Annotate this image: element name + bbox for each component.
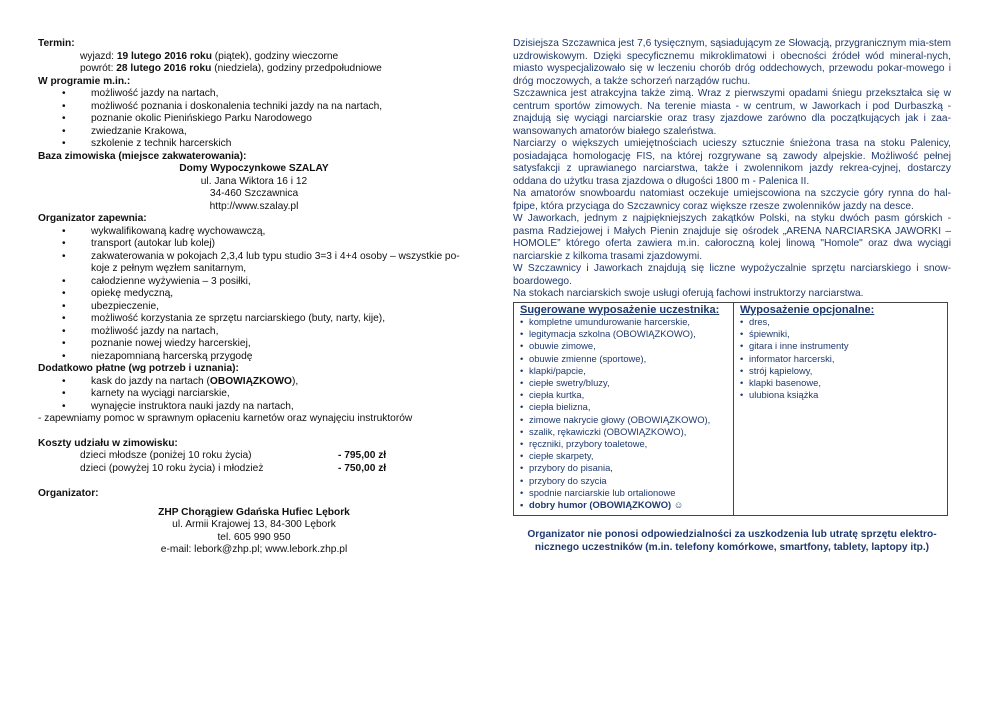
departure-label: wyjazd:: [80, 50, 117, 62]
organizer-name: ZHP Chorągiew Gdańska Hufiec Lębork: [158, 506, 350, 518]
paragraph-intro: Dzisiejsza Szczawnica jest 7,6 tysięcznym, sąsiadującym ze Słowacją, przygranicznym mia-stem uzdrowiskowym. Dzięki specyficznemu mikroklimatowi i obecności źródeł wód mineral-nych, miasto wyspecjalizowało się w leczeniu chorób dróg oddechowych, przewodu pokar-mowego i dróg moczowych, a także schorzeń narządów ruchu.: [513, 38, 951, 87]
list-item: • informator harcerski,: [740, 353, 943, 365]
list-item: • ciepłe swetry/bluzy,: [520, 377, 729, 389]
helmet-text: kask do jazdy na nartach (: [91, 375, 210, 387]
list-item: • ciepłe skarpety,: [520, 450, 729, 462]
base-website-link[interactable]: http://www.szalay.pl: [209, 200, 299, 212]
list-item: • poznanie nowej wiedzy harcerskiej,: [38, 338, 470, 351]
list-item: • ciepła bielizna,: [520, 401, 729, 413]
provides-heading: Organizator zapewnia:: [38, 213, 147, 224]
list-item: • zakwaterowania w pokojach 2,3,4 lub typu studio 3=3 i 4+4 osoby – wszystkie po-koje z pełnym węzłem sanitarnym,: [38, 251, 470, 276]
mandatory-label: OBOWIĄZKOWO: [209, 375, 292, 387]
base-street: ul. Jana Wiktora 16 i 12: [200, 175, 308, 187]
list-item: • przybory do pisania,: [520, 462, 729, 474]
list-item: • śpiewniki,: [740, 328, 943, 340]
paragraph-rentals: W Szczawnicy i Jaworkach znajdują się liczne wypożyczalnie sprzętu narciarskiego i snow-boardowego.: [513, 263, 951, 287]
paragraph-jaworki: W Jaworkach, jednym z najpiękniejszych zakątków Polski, na styku dwóch pasm górskich - pasma Radziejowej i Małych Pienin znajduje się ośrodek „ARENA NARCIARSKA JAWORKI – HOMOLE” którego oferta zawiera m.in. całoroczną kolej linową "Homole" oraz dwa wyciągi narciarskie z kilkoma trasami zjazdowymi.: [513, 213, 951, 262]
program-heading: W programie m.in.:: [38, 75, 131, 87]
list-item: • ulubiona książka: [740, 389, 943, 401]
list-item: • klapki basenowe,: [740, 377, 943, 389]
list-item: • możliwość jazdy na nartach,: [38, 88, 470, 101]
list-item: • obuwie zimowe,: [520, 340, 729, 352]
base-name: Domy Wypoczynkowe SZALAY: [179, 163, 329, 174]
list-item: • możliwość korzystania ze sprzętu narciarskiego (buty, narty, kije),: [38, 313, 470, 326]
right-column: [513, 38, 951, 554]
list-item: • poznanie okolic Pienińskiego Parku Narodowego: [38, 113, 470, 126]
termin-heading: Termin:: [38, 38, 75, 49]
equipment-table: [513, 302, 948, 517]
list-item: • całodzienne wyżywienia – 3 posiłki,: [38, 276, 470, 289]
program-list: [38, 88, 470, 151]
organizer-address: ul. Armii Krajowej 13, 84-300 Lębork: [172, 519, 336, 530]
departure-date: 19 lutego 2016 roku: [116, 50, 212, 62]
optional-equipment-cell: [734, 302, 948, 516]
list-item: • szalik, rękawiczki (OBOWIĄZKOWO),: [520, 426, 729, 438]
list-item: • dres,: [740, 316, 943, 328]
cost-row: [38, 450, 470, 463]
list-item: • szkolenie z technik harcerskich: [38, 138, 470, 151]
list-item: • ciepła kurtka,: [520, 389, 729, 401]
optional-equipment-list: [740, 316, 943, 401]
cost-amount: - 795,00 zł: [338, 450, 387, 461]
paragraph-winter: Szczawnica jest atrakcyjna także zimą. Wraz z pierwszymi opadami śniegu przekształca się w centrum sportów zimowych. Na terenie miasta - w centrum, w Jaworkach i pod Durbaszką - znajdują się wyciągi narciarskie oraz trasy zjazdowe zarówno dla początkujących jak i zaa-wansowanych amatorów białego szaleństwa.: [513, 88, 951, 137]
return-time: (niedziela), godziny przedpołudniowe: [211, 63, 382, 74]
list-item: • ręczniki, przybory toaletowe,: [520, 438, 729, 450]
list-item: • karnety na wyciągi narciarskie,: [38, 388, 470, 401]
departure-line: [38, 51, 470, 64]
list-item: • niezapomnianą harcerską przygodę: [38, 351, 470, 364]
extra-list: [38, 376, 470, 414]
list-item: • możliwość poznania i doskonalenia techniki jazdy na na nartach,: [38, 101, 470, 114]
optional-equipment-heading: Wyposażenie opcjonalne:: [740, 303, 875, 316]
list-item: • gitara i inne instrumenty: [740, 340, 943, 352]
list-item: • kompletne umundurowanie harcerskie,: [520, 316, 729, 328]
left-column: [38, 38, 470, 557]
return-label: powrót:: [80, 63, 117, 74]
list-item: • wykwalifikowaną kadrę wychowawczą,: [38, 226, 470, 239]
disclaimer-note: Organizator nie ponosi odpowiedzialności za uszkodzenia lub utratę sprzętu elektro-nicznego uczestników (m.in. telefony komórkowe, smartfony, tablety, laptopy itp.): [527, 529, 937, 553]
list-item: [38, 376, 470, 389]
organizer-phone: tel. 605 990 950: [217, 531, 291, 543]
suggested-equipment-list: [520, 316, 729, 511]
cost-label: dzieci (powyżej 10 roku życia) i młodzież: [80, 462, 264, 474]
list-item: • zimowe nakrycie głowy (OBOWIĄZKOWO),: [520, 414, 729, 426]
list-item: • klapki/papcie,: [520, 365, 729, 377]
extra-note: - zapewniamy pomoc w sprawnym opłaceniu karnetów oraz wynajęciu instruktorów: [38, 413, 413, 424]
list-item: • dobry humor (OBOWIĄZKOWO) ☺: [520, 499, 729, 511]
base-city: 34-460 Szczawnica: [209, 188, 299, 199]
organizer-heading: Organizator:: [38, 488, 99, 499]
base-heading: Baza zimowiska (miejsce zakwaterowania):: [38, 150, 247, 162]
list-item: • możliwość jazdy na nartach,: [38, 326, 470, 339]
suggested-equipment-cell: [514, 302, 734, 516]
suggested-equipment-heading: Sugerowane wyposażenie uczestnika:: [520, 303, 720, 316]
organizer-contact-links[interactable]: e-mail: lebork@zhp.pl; www.lebork.zhp.pl: [160, 544, 348, 555]
list-item: • strój kąpielowy,: [740, 365, 943, 377]
list-item: • ubezpieczenie,: [38, 301, 470, 314]
list-item: • obuwie zmienne (sportowe),: [520, 353, 729, 365]
paragraph-palenica: Narciarzy o większych umiejętnościach ucieszy sztucznie śnieżona trasa na stoku Palenicy, posiadająca homologację FIS, na której rozgrywane są zawody alpejskie. Możliwość pełnej satysfakcji z uprawianego narciarstwa, także i zwolennikom jazdy rekrea-cyjnej, dostarczy oddana do użytku trasa zjazdowa o długości 1800 m - Palenica II.: [513, 138, 951, 187]
cost-label: dzieci młodsze (poniżej 10 roku życia): [80, 450, 252, 461]
return-line: [38, 63, 470, 76]
paragraph-instructors: Na stokach narciarskich swoje usługi oferują fachowi instruktorzy narciarstwa.: [513, 288, 864, 299]
provides-list: [38, 226, 470, 364]
list-item: • wynajęcie instruktora nauki jazdy na nartach,: [38, 401, 470, 414]
extra-heading: Dodatkowo płatne (wg potrzeb i uznania):: [38, 363, 239, 374]
cost-heading: Koszty udziału w zimowisku:: [38, 437, 178, 449]
list-item: • legitymacja szkolna (OBOWIĄZKOWO),: [520, 328, 729, 340]
return-date: 28 lutego 2016 roku: [116, 63, 212, 74]
helmet-suffix: ),: [291, 375, 299, 387]
list-item: • zwiedzanie Krakowa,: [38, 126, 470, 139]
list-item: • transport (autokar lub kolej): [38, 238, 470, 251]
list-item: • spodnie narciarskie lub ortalionowe: [520, 487, 729, 499]
list-item: • przybory do szycia: [520, 475, 729, 487]
list-item: • opiekę medyczną,: [38, 288, 470, 301]
paragraph-snowboard: Na amatorów snowboardu natomiast oczekuje umiejscowiona na szczycie góry rynna do hal-fpipe, która przyciąga do Szczawnicy coraz większe rzesze zwolenników jazdy na desce.: [513, 188, 951, 212]
cost-amount: - 750,00 zł: [338, 462, 387, 474]
departure-time: (piątek), godziny wieczorne: [211, 50, 339, 62]
cost-row: [38, 463, 470, 476]
